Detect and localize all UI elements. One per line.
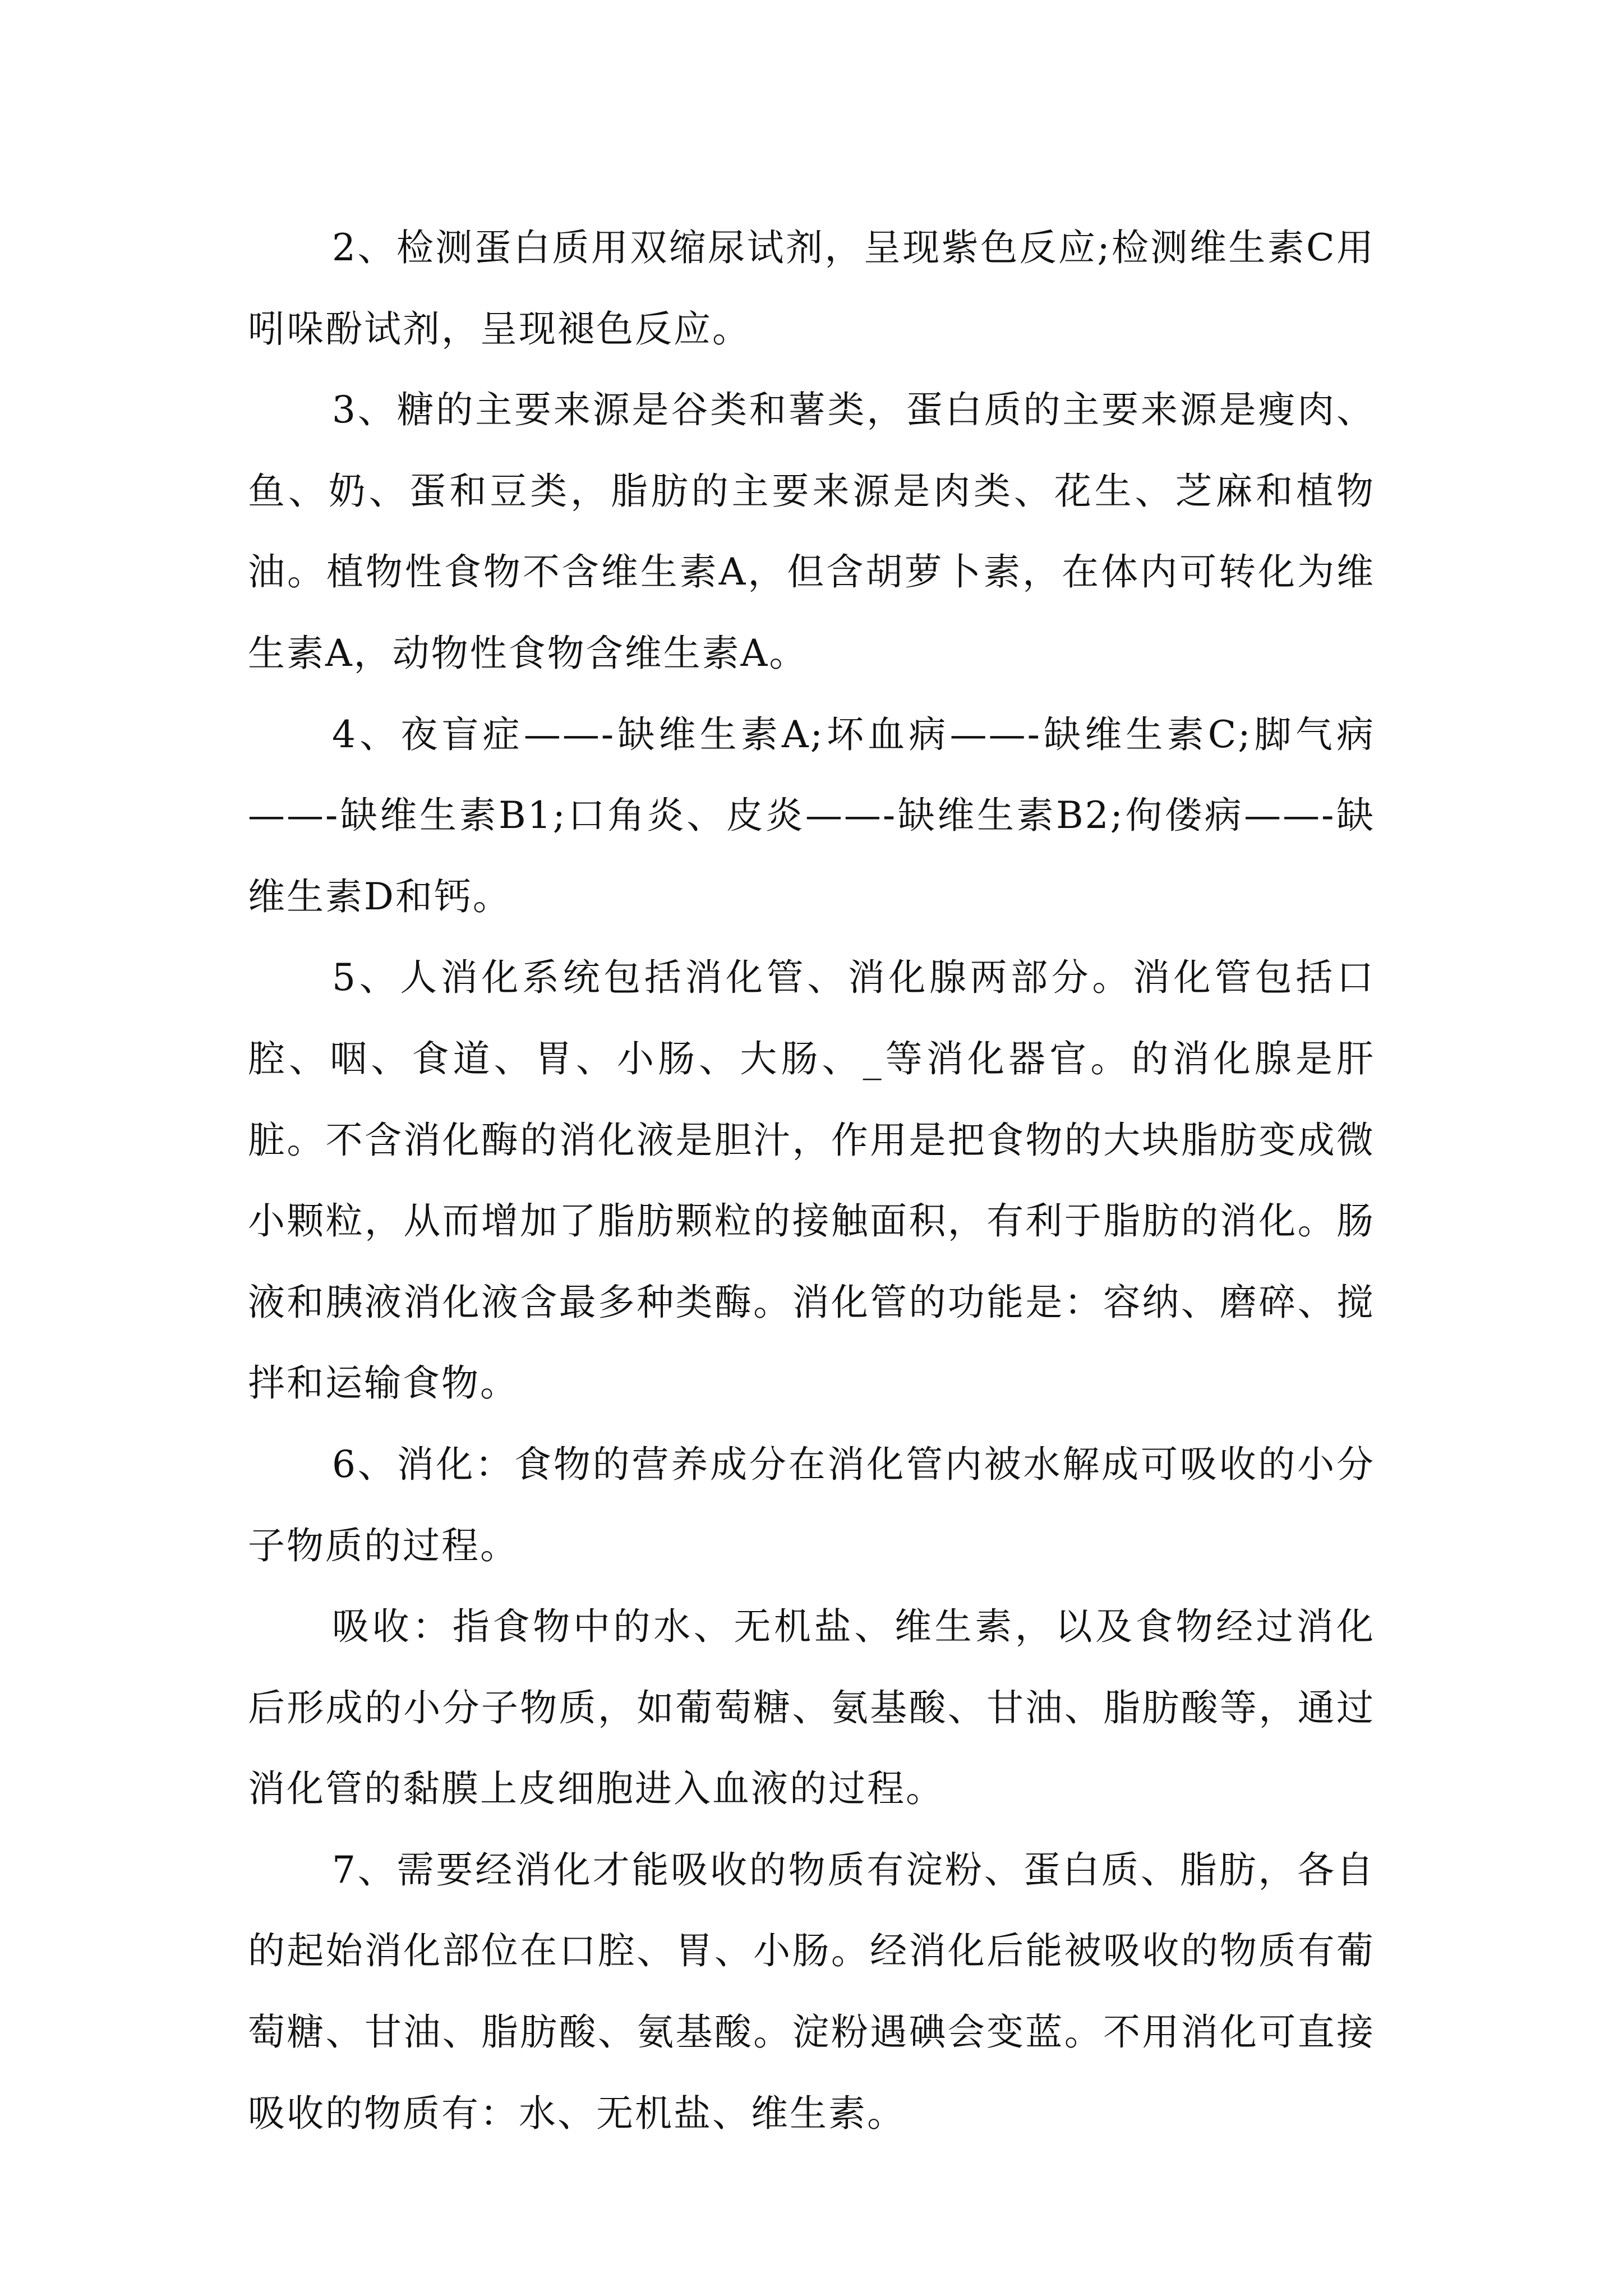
- paragraph-item-4: 4、夜盲症——-缺维生素A;坏血病——-缺维生素C;脚气病——-缺维生素B1;口角炎、皮炎——-缺维生素B2;佝偻病——-缺维生素D和钙。: [248, 712, 1375, 918]
- paragraph-item-5: 5、人消化系统包括消化管、消化腺两部分。消化管包括口腔、咽、食道、胃、小肠、大肠、_等消化器官。的消化腺是肝脏。不含消化酶的消化液是胆汁，作用是把食物的大块脂肪变成微小颗粒，从而增加了脂肪颗粒的接触面积，有利于脂肪的消化。肠液和胰液消化液含最多种类酶。消化管的功能是：容纳、磨碎、搅拌和运输食物。: [248, 956, 1375, 1405]
- document-body: [248, 208, 1375, 2154]
- paragraph-item-6-digestion: 6、消化：食物的营养成分在消化管内被水解成可吸收的小分子物质的过程。: [248, 1442, 1375, 1567]
- paragraph-item-3: 3、糖的主要来源是谷类和薯类，蛋白质的主要来源是瘦肉、鱼、奶、蛋和豆类，脂肪的主要来源是肉类、花生、芝麻和植物油。植物性食物不含维生素A，但含胡萝卜素，在体内可转化为维生素A，动物性食物含维生素A。: [248, 388, 1375, 675]
- paragraph-item-2: 2、检测蛋白质用双缩尿试剂，呈现紫色反应;检测维生素C用吲哚酚试剂，呈现褪色反应。: [248, 226, 1375, 351]
- paragraph-absorption: 吸收：指食物中的水、无机盐、维生素，以及食物经过消化后形成的小分子物质，如葡萄糖、氨基酸、甘油、脂肪酸等，通过消化管的黏膜上皮细胞进入血液的过程。: [248, 1605, 1375, 1811]
- paragraph-item-7: 7、需要经消化才能吸收的物质有淀粉、蛋白质、脂肪，各自的起始消化部位在口腔、胃、小肠。经消化后能被吸收的物质有葡萄糖、甘油、脂肪酸、氨基酸。淀粉遇碘会变蓝。不用消化可直接吸收的物质有：水、无机盐、维生素。: [248, 1848, 1375, 2135]
